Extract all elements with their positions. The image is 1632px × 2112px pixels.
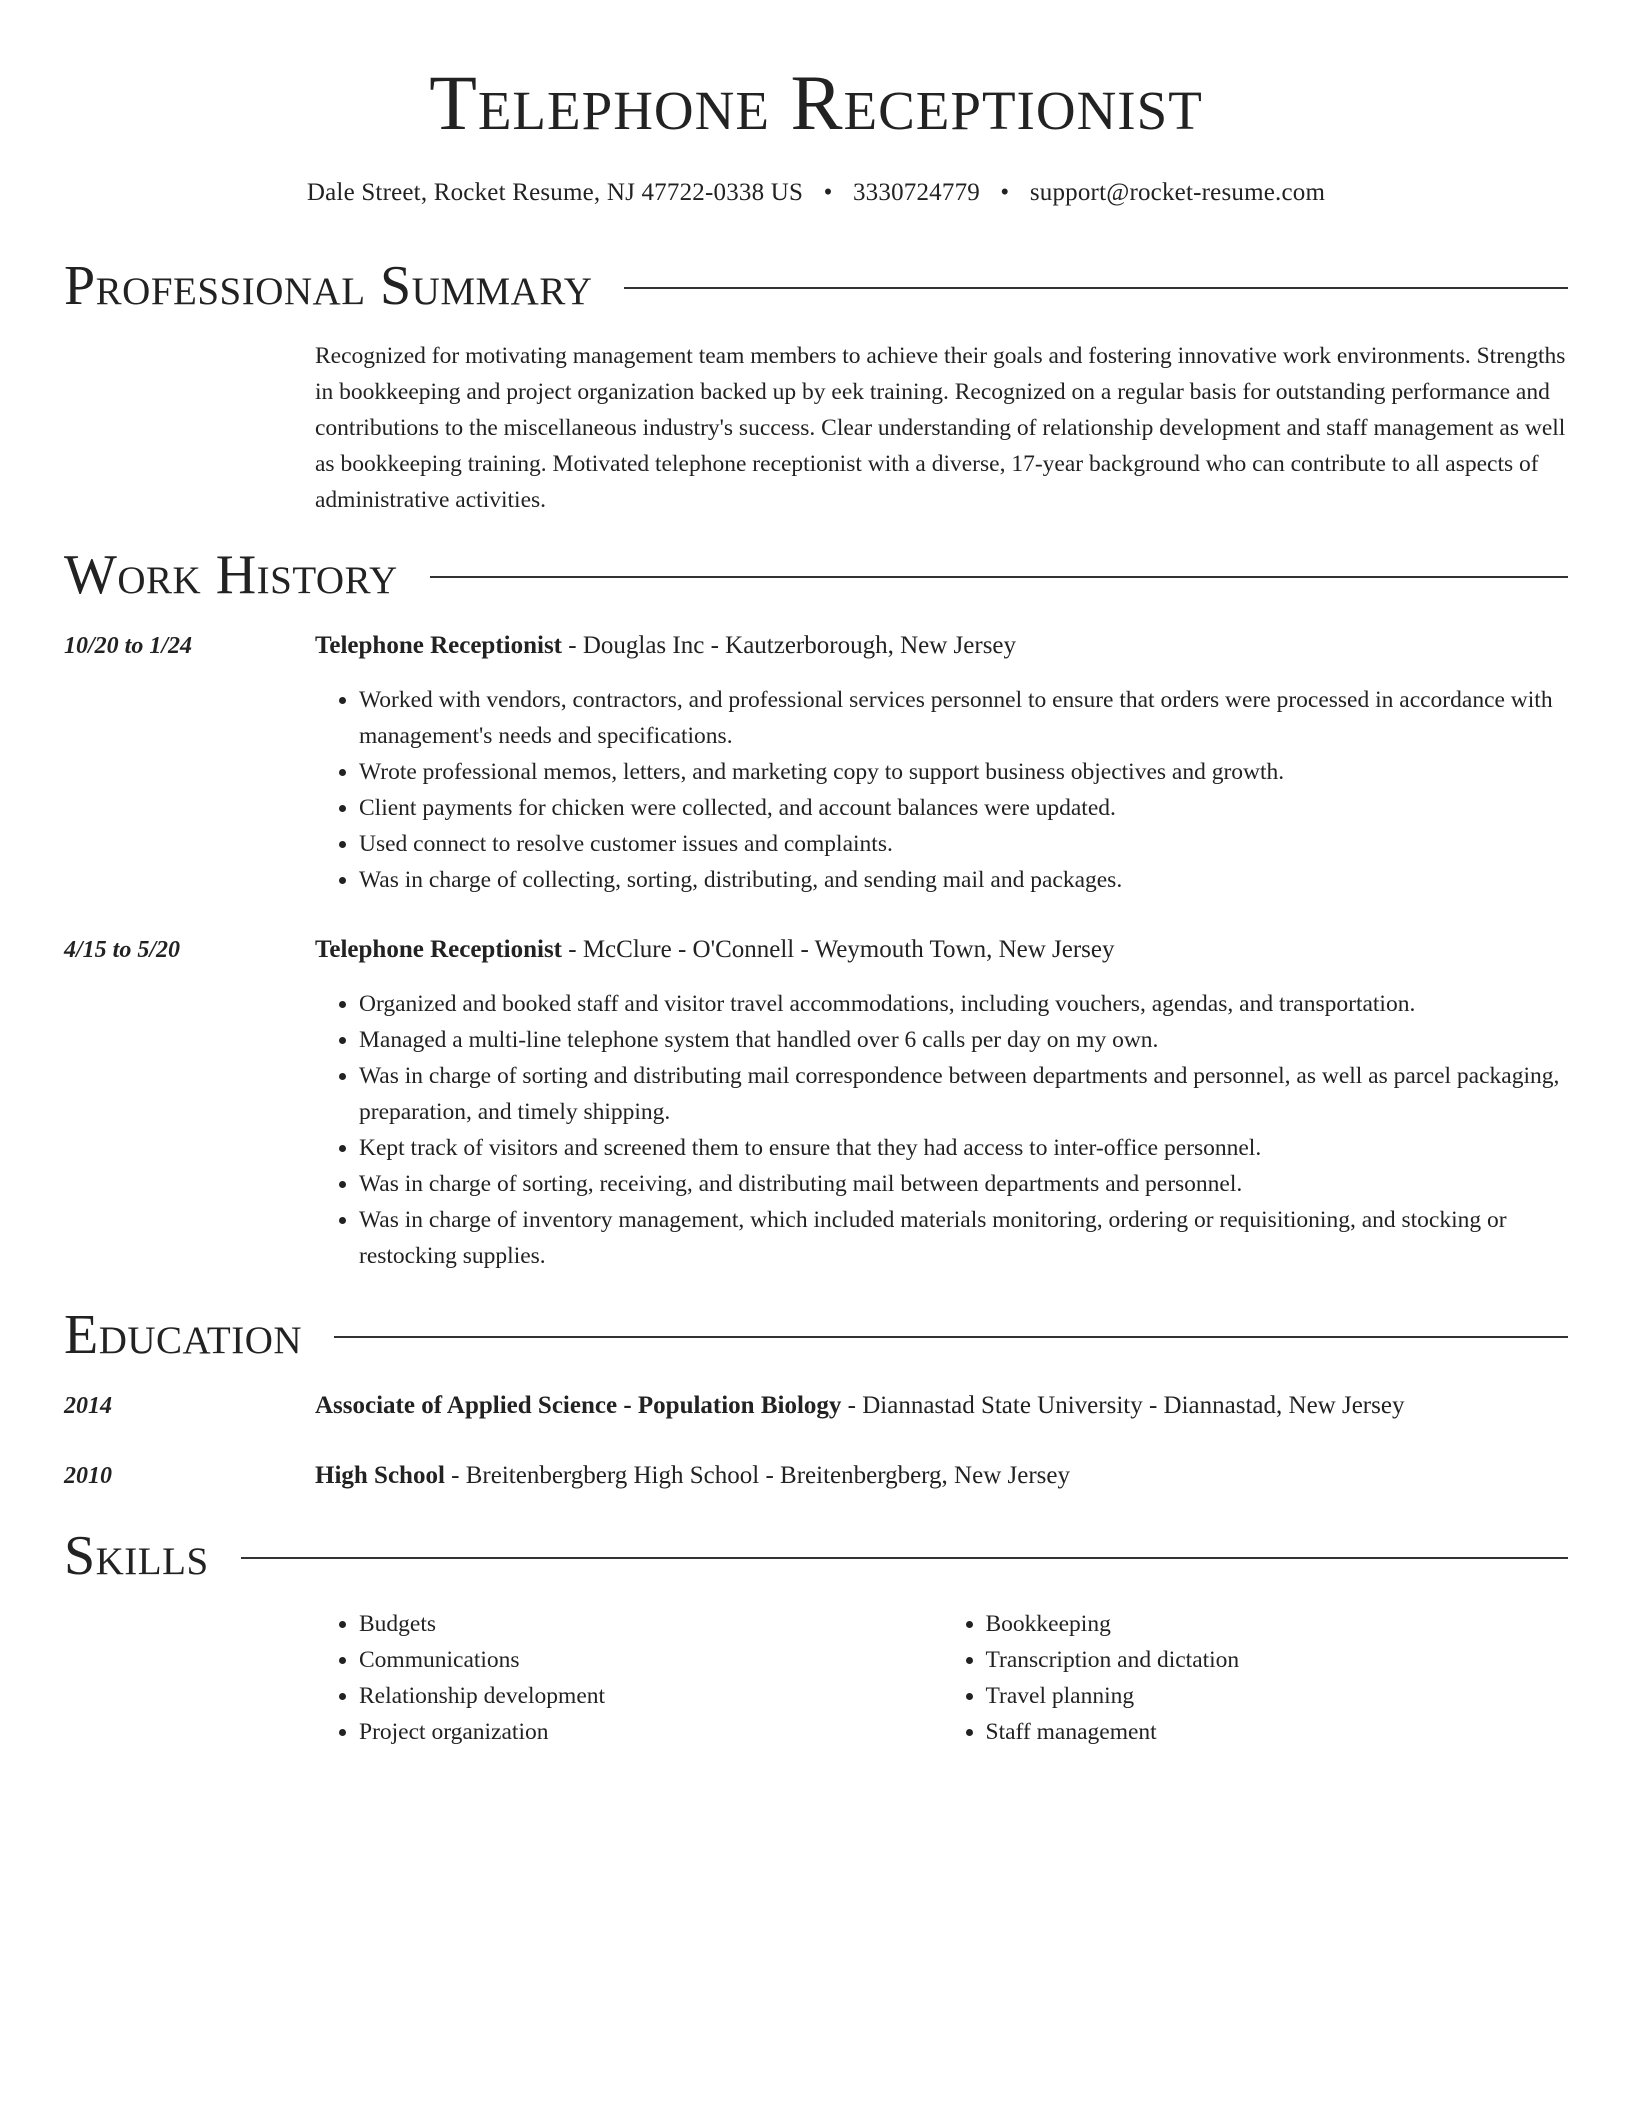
skill-item: • Staff management	[986, 1714, 1569, 1750]
section-divider	[624, 287, 1568, 289]
summary-block	[315, 338, 1568, 518]
skills-list	[315, 1606, 1568, 1750]
skills-section-header	[64, 1526, 1568, 1586]
education-degree: Associate of Applied Science - Population Biology	[315, 1392, 842, 1419]
resume-name: Telephone Receptionist	[429, 59, 1203, 146]
education-section-header	[64, 1305, 1568, 1365]
contact-line	[64, 178, 1568, 208]
job-dates: 4/15 to 5/20	[64, 937, 181, 963]
job-bullet: • Was in charge of sorting, receiving, and distributing mail between departments and personnel.	[359, 1166, 1568, 1202]
section-divider	[241, 1557, 1568, 1559]
education-year: 2014	[64, 1393, 112, 1419]
job-bullet: • Used connect to resolve customer issues and complaints.	[359, 826, 1568, 862]
skill-item: • Communications	[359, 1642, 942, 1678]
job-bullet: • Was in charge of inventory management, which included materials monitoring, ordering or requisitioning, and stocking or restocking supplies.	[359, 1202, 1568, 1274]
skills-heading: Skills	[64, 1525, 209, 1587]
job-entry	[315, 934, 1568, 1274]
job-bullet: • Was in charge of sorting and distributing mail correspondence between departments and personnel, as well as parcel packaging, preparation, and timely shipping.	[359, 1058, 1568, 1130]
job-bullet: • Managed a multi-line telephone system that handled over 6 calls per day on my own.	[359, 1022, 1568, 1058]
section-divider	[334, 1336, 1568, 1338]
summary-text: Recognized for motivating management team members to achieve their goals and fostering innovative work environments. Strengths in bookkeeping and project organization backed up by eek training. Recognized on a regular basis for outstanding performance and contributions to the miscellaneous industry's success. Clear understanding of relationship development and staff management as well as bookkeeping training. Motivated telephone receptionist with a diverse, 17-year background who can contribute to all aspects of administrative activities.	[315, 343, 1566, 513]
education-details: - Diannastad State University - Diannastad, New Jersey	[841, 1392, 1405, 1419]
skill-item: • Budgets	[359, 1606, 942, 1642]
skills-column-left	[315, 1606, 942, 1750]
job-bullets	[315, 682, 1568, 898]
job-title: Telephone Receptionist	[315, 632, 562, 659]
job-details: - Douglas Inc - Kautzerborough, New Jersey	[562, 632, 1017, 659]
education-details: - Breitenbergberg High School - Breitenbergberg, New Jersey	[444, 1462, 1070, 1489]
job-bullets	[315, 986, 1568, 1274]
section-divider	[430, 576, 1568, 578]
job-bullet: • Worked with vendors, contractors, and professional services personnel to ensure that orders were processed in accordance with management's needs and specifications.	[359, 682, 1568, 754]
skills-column-right	[942, 1606, 1569, 1750]
contact-separator: •	[823, 179, 833, 206]
skill-item: • Relationship development	[359, 1678, 942, 1714]
job-title-line	[315, 934, 1568, 966]
work-heading: Work History	[64, 544, 398, 606]
contact-phone: 3330724779	[852, 179, 980, 206]
job-title: Telephone Receptionist	[315, 936, 562, 963]
job-bullet: • Wrote professional memos, letters, and marketing copy to support business objectives and growth.	[359, 754, 1568, 790]
job-bullet: • Client payments for chicken were collected, and account balances were updated.	[359, 790, 1568, 826]
education-entry	[315, 1390, 1568, 1422]
skill-item: • Bookkeeping	[986, 1606, 1569, 1642]
job-bullet: • Was in charge of collecting, sorting, distributing, and sending mail and packages.	[359, 862, 1568, 898]
summary-heading: Professional Summary	[64, 255, 593, 317]
education-degree: High School	[315, 1462, 445, 1489]
contact-address: Dale Street, Rocket Resume, NJ 47722-0338 US	[306, 179, 804, 206]
education-heading: Education	[64, 1304, 303, 1366]
job-bullet: • Kept track of visitors and screened them to ensure that they had access to inter-office personnel.	[359, 1130, 1568, 1166]
contact-email: support@rocket-resume.com	[1029, 179, 1326, 206]
job-title-line	[315, 630, 1568, 662]
summary-section-header	[64, 256, 1568, 316]
job-dates: 10/20 to 1/24	[64, 633, 193, 659]
skill-item: • Travel planning	[986, 1678, 1569, 1714]
work-section-header	[64, 545, 1568, 605]
skill-item: • Transcription and dictation	[986, 1642, 1569, 1678]
contact-separator: •	[1000, 179, 1010, 206]
job-details: - McClure - O'Connell - Weymouth Town, New Jersey	[562, 936, 1115, 963]
education-line	[315, 1390, 1568, 1422]
job-entry	[315, 630, 1568, 898]
education-entry	[315, 1460, 1568, 1492]
education-year: 2010	[64, 1463, 112, 1489]
resume-page	[64, 0, 1568, 1745]
education-line	[315, 1460, 1568, 1492]
skill-item: • Project organization	[359, 1714, 942, 1750]
job-bullet: • Organized and booked staff and visitor travel accommodations, including vouchers, agendas, and transportation.	[359, 986, 1568, 1022]
